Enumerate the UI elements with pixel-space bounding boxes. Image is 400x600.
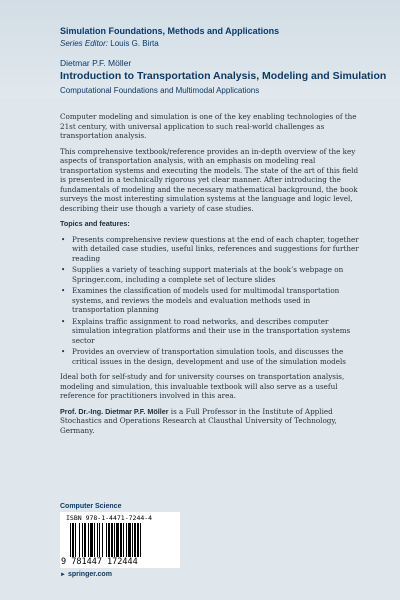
bullet-icon: • [61, 316, 66, 326]
series-editor [60, 39, 159, 48]
barcode-bars [70, 523, 174, 557]
list-item [60, 286, 360, 315]
list-item [60, 265, 360, 284]
website-text: springer.com [67, 571, 112, 578]
topics-list [60, 235, 360, 367]
author-bio [60, 407, 360, 436]
book-title: Introduction to Transportation Analysis, Modeling and Simulation [60, 70, 387, 82]
back-cover-description [60, 112, 360, 441]
bullet-icon: • [61, 265, 66, 274]
isbn-label: ISBN 978-1-4471-7244-4 [66, 514, 153, 522]
header-band [0, 0, 400, 98]
topic-text: Examines the classification of models used for multimodal transportation systems, and reviews the models and evaluation methods used in transportation planning [72, 286, 340, 314]
audience-paragraph: Ideal both for self-study and for university courses on transportation analysis, modeling and simulation, this invaluable textbook will also serve as a useful reference for practitioners involved in this area. [60, 372, 345, 400]
subject-category: Computer Science [60, 503, 122, 510]
bullet-icon: • [61, 234, 66, 244]
triangle-right-icon: ► [60, 571, 66, 578]
list-item [60, 347, 360, 366]
isbn-barcode [60, 512, 180, 568]
series-editor-name: Louis G. Birta [110, 39, 159, 48]
intro-paragraph: Computer modeling and simulation is one of the key enabling technologies of the 21st century, with universal application to such real-world challenges as transportation analysis. [60, 112, 357, 140]
series-title: Simulation Foundations, Methods and Applications [60, 26, 280, 36]
footer [60, 503, 200, 578]
topic-text: Supplies a variety of teaching support materials at the book’s webpage on Springer.com, including a complete set of lecture slides [72, 265, 344, 284]
bio-text: is a Full Professor in the Institute of Applied Stochastics and Operations Research at Clausthal University of Technology, Germany. [60, 406, 337, 435]
list-item [60, 235, 360, 264]
topics-heading: Topics and features: [60, 219, 130, 228]
topic-text: Presents comprehensive review questions at the end of each chapter, together with detailed case studies, useful links, references and suggestions for further reading [72, 234, 359, 263]
bio-name: Prof. Dr.-Ing. Dietmar P.F. Möller [60, 406, 169, 416]
website-link[interactable] [60, 571, 200, 578]
topic-text: Explains traffic assignment to road networks, and describes computer simulation integration platforms and their use in the transportation systems sector [72, 316, 351, 345]
bullet-icon: • [61, 347, 66, 356]
list-item [60, 317, 360, 346]
bullet-icon: • [61, 286, 66, 295]
topic-text: Provides an overview of transportation simulation tools, and discusses the critical issues in the design, development and use of the simulation models [72, 347, 346, 366]
book-author: Dietmar P.F. Möller [60, 58, 132, 68]
barcode-number: 9 781447 172444 [61, 557, 138, 567]
book-subtitle: Computational Foundations and Multimodal Applications [60, 86, 260, 95]
overview-paragraph: This comprehensive textbook/reference provides an in-depth overview of the key aspects of transportation analysis, with an emphasis on modeling real transportation systems and executing the models. The state of the art of this field is presented in a technically rigorous yet clear manner. After introducing the fundamentals of modeling and the necessary mathematical background, the book surveys the most interesting simulation systems at the language and logic level, describing their use though a variety of case studies. [60, 146, 359, 213]
series-editor-label: Series Editor: [60, 39, 109, 48]
